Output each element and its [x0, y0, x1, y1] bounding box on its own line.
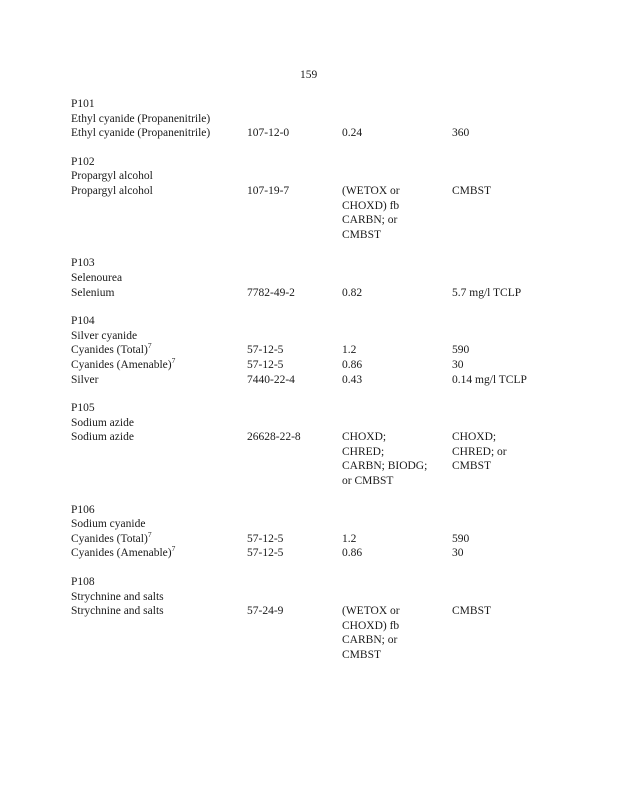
constituent-name: Cyanides (Amenable) [71, 358, 172, 371]
standard-line: CHOXD; [452, 431, 497, 444]
standard-line: CARBN; BIODG; [342, 460, 428, 473]
waste-entry [71, 256, 591, 300]
wastewater-standard [342, 430, 452, 488]
constituent-name: Propargyl alcohol [71, 184, 153, 197]
standard-line: 1.2 [342, 344, 357, 357]
table-row [71, 184, 591, 242]
constituent-name: Ethyl cyanide (Propanenitrile) [71, 127, 211, 140]
standard-line: 0.43 [342, 373, 363, 386]
standard-line: 0.86 [342, 547, 363, 560]
footnote-marker: 7 [171, 355, 176, 365]
wastewater-standard [342, 532, 452, 547]
wastewater-standard [342, 373, 452, 388]
cas-number: 57-12-5 [247, 358, 284, 371]
standard-line: 0.24 [342, 127, 363, 140]
standard-line: 590 [452, 344, 470, 357]
standard-line: 0.86 [342, 358, 363, 371]
standard-line: CHOXD; [342, 431, 387, 444]
standard-line: CARBN; or [342, 634, 398, 647]
waste-entry [71, 401, 591, 489]
constituent-name: Strychnine and salts [71, 605, 164, 618]
waste-code: P104 [71, 315, 95, 328]
standard-line: CHRED; [342, 445, 385, 458]
wastewater-standard [342, 184, 452, 242]
footnote-marker: 7 [171, 544, 176, 554]
wastewater-standard [342, 126, 452, 141]
nonwastewater-standard [452, 604, 591, 662]
standard-line: CMBST [452, 460, 491, 473]
nonwastewater-standard [452, 126, 591, 141]
standard-line: 1.2 [342, 532, 357, 545]
cas-number: 7440-22-4 [247, 373, 295, 386]
waste-name: Ethyl cyanide (Propanenitrile) [71, 112, 211, 125]
nonwastewater-standard [452, 430, 591, 488]
standard-line: CMBST [342, 649, 381, 661]
table-row [71, 546, 591, 561]
constituent-cell [71, 529, 247, 547]
waste-name: Propargyl alcohol [71, 170, 153, 183]
standard-line: 5.7 mg/l TCLP [452, 286, 522, 299]
waste-code: P103 [71, 257, 95, 270]
waste-entry [71, 575, 591, 663]
cas-number: 107-19-7 [247, 184, 290, 197]
nonwastewater-standard [452, 184, 591, 242]
standard-line: or CMBST [342, 475, 394, 488]
constituent-cell [71, 286, 247, 301]
table-row [71, 286, 591, 301]
standard-line: 30 [452, 547, 464, 560]
table-row [71, 355, 591, 373]
constituent-name: Cyanides (Amenable) [71, 547, 172, 560]
constituent-cell [71, 430, 247, 488]
wastewater-standard [342, 358, 452, 373]
standard-line: (WETOX or [342, 184, 400, 197]
nonwastewater-standard [452, 373, 591, 388]
nonwastewater-standard [452, 343, 591, 358]
table-row [71, 604, 591, 662]
wastewater-standard [342, 343, 452, 358]
cas-number: 7782-49-2 [247, 286, 295, 299]
waste-entry [71, 314, 591, 387]
nonwastewater-standard [452, 286, 591, 301]
standard-line: CMBST [452, 184, 491, 197]
cas-number: 107-12-0 [247, 127, 290, 140]
waste-entry [71, 155, 591, 243]
nonwastewater-standard [452, 532, 591, 547]
wastewater-standard [342, 546, 452, 561]
standard-line: 30 [452, 358, 464, 371]
waste-code: P102 [71, 155, 95, 168]
waste-entry [71, 503, 591, 561]
waste-code: P101 [71, 98, 95, 110]
constituent-cell [71, 184, 247, 242]
constituent-cell [71, 355, 247, 373]
waste-name: Selenourea [71, 271, 123, 284]
cas-number: 57-12-5 [247, 344, 284, 357]
standard-line: 0.82 [342, 286, 363, 299]
footnote-marker: 7 [147, 341, 152, 351]
table-row [71, 343, 591, 358]
standard-line: 0.14 mg/l TCLP [452, 373, 527, 386]
constituent-cell [71, 126, 247, 141]
waste-code: P105 [71, 402, 95, 415]
cas-number: 26628-22-8 [247, 431, 301, 444]
constituent-name: Cyanides (Total) [71, 344, 148, 357]
constituent-name: Selenium [71, 286, 115, 299]
standard-line: 360 [452, 127, 470, 140]
waste-name: Silver cyanide [71, 329, 138, 342]
constituent-cell [71, 604, 247, 662]
table-row [71, 430, 591, 488]
nonwastewater-standard [452, 358, 591, 373]
page-number: 159 [300, 69, 318, 81]
standard-line: (WETOX or [342, 605, 400, 618]
constituent-name: Sodium azide [71, 431, 134, 444]
constituent-cell [71, 373, 247, 388]
waste-name: Sodium azide [71, 416, 134, 429]
standard-line: CARBN; or [342, 214, 398, 227]
footnote-marker: 7 [147, 529, 152, 539]
standard-line: CHRED; or [452, 445, 507, 458]
waste-name: Strychnine and salts [71, 590, 164, 603]
cas-number: 57-12-5 [247, 547, 284, 560]
waste-entry [71, 97, 591, 141]
standard-line: CHOXD) fb [342, 199, 400, 212]
constituent-name: Silver [71, 373, 99, 386]
table-row [71, 126, 591, 141]
constituent-cell [71, 546, 247, 561]
wastewater-standard [342, 286, 452, 301]
waste-code: P106 [71, 503, 95, 516]
cas-number: 57-12-5 [247, 532, 284, 545]
waste-code: P108 [71, 576, 95, 589]
standard-line: CHOXD) fb [342, 619, 400, 632]
wastewater-standard [342, 604, 452, 662]
waste-name: Sodium cyanide [71, 518, 146, 531]
constituent-cell [71, 343, 247, 358]
waste-code-table [71, 97, 591, 677]
standard-line: CMBST [342, 228, 381, 241]
table-row [71, 373, 591, 388]
cas-number: 57-24-9 [247, 605, 284, 618]
nonwastewater-standard [452, 546, 591, 561]
standard-line: CMBST [452, 605, 491, 618]
table-row [71, 529, 591, 547]
constituent-name: Cyanides (Total) [71, 532, 148, 545]
standard-line: 590 [452, 532, 470, 545]
